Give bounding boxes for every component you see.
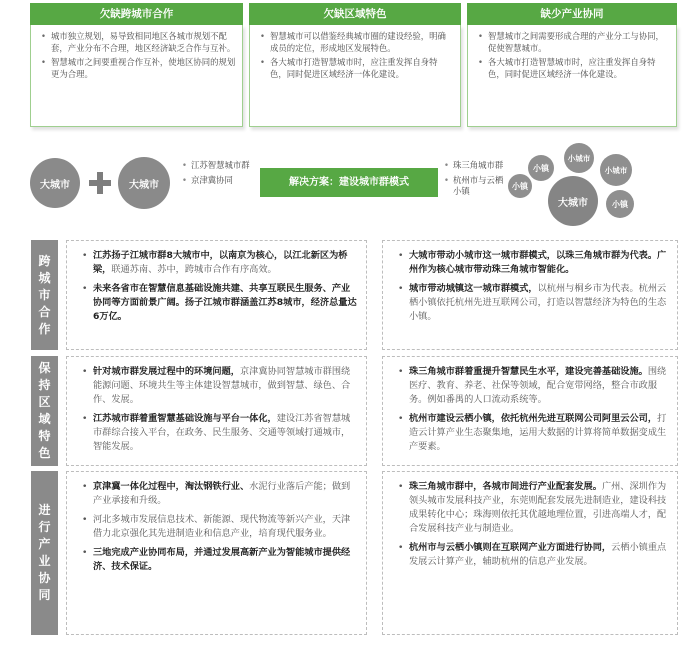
- small-city-label: 小城市: [567, 153, 591, 163]
- problem-card-item: • 智慧城市之间需要形成合理的产业分工与协同，促使智慧城市。: [476, 31, 670, 54]
- big-city-label: 大城市: [129, 179, 159, 191]
- section-2-right-panel: [382, 356, 678, 466]
- section-item: • 城市带动城镇这一城市群模式，以杭州与桐乡市为代表。杭州云栖小镇依托杭州先进互联网公司，打造以智慧经济为特色的生态小镇。: [397, 282, 669, 324]
- small-town-label: 小镇: [512, 181, 528, 191]
- section-item: • 珠三角城市群中，各城市间进行产业配套发展。广州、深圳作为领头城市发展科技产业，东莞则配套发展先进制造业，建设科技成果转化中心；珠海则依托其优越地理位置，引进高端人才，配合发展科技产业与制造业。: [397, 480, 669, 536]
- section-item: • 三地完成产业协同布局，并通过发展高新产业为智能城市提供经济、技术保证。: [81, 546, 358, 574]
- right-examples: [444, 160, 506, 201]
- problem-card-title: 缺少产业协同: [467, 3, 677, 25]
- big-city-circle: [118, 157, 170, 209]
- section-label-industry-synergy: 进行产业协同: [31, 471, 58, 635]
- small-town-circle: [508, 174, 532, 198]
- problem-card-item: • 各大城市打造智慧城市时，应注重发挥自身特色，同时促进区域经济一体化建设。: [476, 57, 670, 80]
- section-item: • 未来各省市在智慧信息基础设施共建、共享互联民生服务、产业协同等方面前景广阔。扬子江城市群涵盖江苏8城市，经济总量达6万亿。: [81, 282, 358, 324]
- section-1-right-panel: [382, 240, 678, 350]
- section-item: • 珠三角城市群着重提升智慧民生水平，建设完善基础设施。围绕医疗、教育、养老、社保等领域，配合宽带网络，整合市政服务。例如番禺的人口流动系统等。: [397, 365, 669, 407]
- small-city-circle: [564, 143, 594, 173]
- big-city-label: 大城市: [558, 197, 588, 209]
- section-3-left-panel: [66, 471, 367, 635]
- section-item: • 杭州市建设云栖小镇，依托杭州先进互联网公司阿里云公司，打造云计算产业生态聚集地，运用大数据的计算将简单数据变成生产要素。: [397, 412, 669, 454]
- problem-card-title: 欠缺跨城市合作: [30, 3, 243, 25]
- section-1-left-panel: [66, 240, 367, 350]
- section-item: • 针对城市群发展过程中的环境问题，京津冀协同智慧城市群围绕能源问题、环境共生等主体建设智慧城市，做到智慧、绿色、合作、发展。: [81, 365, 358, 407]
- example-hangzhou: • 杭州市与云栖小镇: [444, 175, 506, 198]
- section-item: • 江苏扬子江城市群8大城市中，以南京为核心，以江北新区为桥梁，联通苏南、苏中，跨城市合作有序高效。: [81, 249, 358, 277]
- big-city-center-circle: [548, 176, 598, 226]
- solution-banner: 解决方案：建设城市群模式: [260, 168, 438, 197]
- example-jingjinji: • 京津冀协同: [182, 175, 254, 187]
- big-city-label: 大城市: [40, 179, 70, 191]
- big-city-circle: [30, 158, 80, 208]
- plus-icon-vertical: [97, 172, 103, 194]
- example-prd: • 珠三角城市群: [444, 160, 506, 172]
- small-city-label: 小城市: [604, 165, 628, 175]
- small-city-circle: [600, 154, 632, 186]
- left-examples: [182, 160, 254, 189]
- section-item: • 京津冀一体化过程中，淘汰钢铁行业、水泥行业落后产能；做到产业承接和升级。: [81, 480, 358, 508]
- section-item: • 河北多城市发展信息技术、新能源、现代物流等新兴产业，天津借力北京强化其先进制造业和信息产业，培育现代服务业。: [81, 513, 358, 541]
- problem-card-item: • 智慧城市可以借鉴经典城市圈的建设经验，明确成员的定位，形成地区发展特色。: [258, 31, 454, 54]
- problem-card-item: • 城市独立规划，易导致相同地区各城市规划不配套，产业分布不合理，地区经济缺乏合作与互补。: [39, 31, 236, 54]
- problem-card-item: • 智慧城市之间要重视合作互补，使地区协同的规划更为合理。: [39, 57, 236, 80]
- section-3-right-panel: [382, 471, 678, 635]
- section-label-regional-feature: 保持区域特色: [31, 356, 58, 466]
- example-jiangsu: • 江苏智慧城市群: [182, 160, 254, 172]
- section-2-left-panel: [66, 356, 367, 466]
- section-item: • 大城市带动小城市这一城市群模式，以珠三角城市群为代表。广州作为核心城市带动珠三角城市智能化。: [397, 249, 669, 277]
- section-item: • 江苏城市群着重智慧基础设施与平台一体化，建设江苏省智慧城市群综合接入平台，在政务、民生服务、交通等领域打通城市，智能发展。: [81, 412, 358, 454]
- small-town-circle: [606, 190, 634, 218]
- section-item: • 杭州市与云栖小镇则在互联网产业方面进行协同，云栖小镇重点发展云计算产业，辅助杭州的信息产业发展。: [397, 541, 669, 569]
- problem-card-2: [249, 3, 461, 127]
- problem-card-title: 欠缺区域特色: [249, 3, 461, 25]
- problem-card-1: [30, 3, 243, 127]
- problem-card-item: • 各大城市打造智慧城市时，应注重发挥自身特色，同时促进区域经济一体化建设。: [258, 57, 454, 80]
- problem-card-3: [467, 3, 677, 127]
- small-town-label: 小镇: [612, 199, 628, 209]
- small-town-label: 小镇: [533, 163, 549, 173]
- small-town-circle: [528, 155, 554, 181]
- section-label-cross-city: 跨城市合作: [31, 240, 58, 350]
